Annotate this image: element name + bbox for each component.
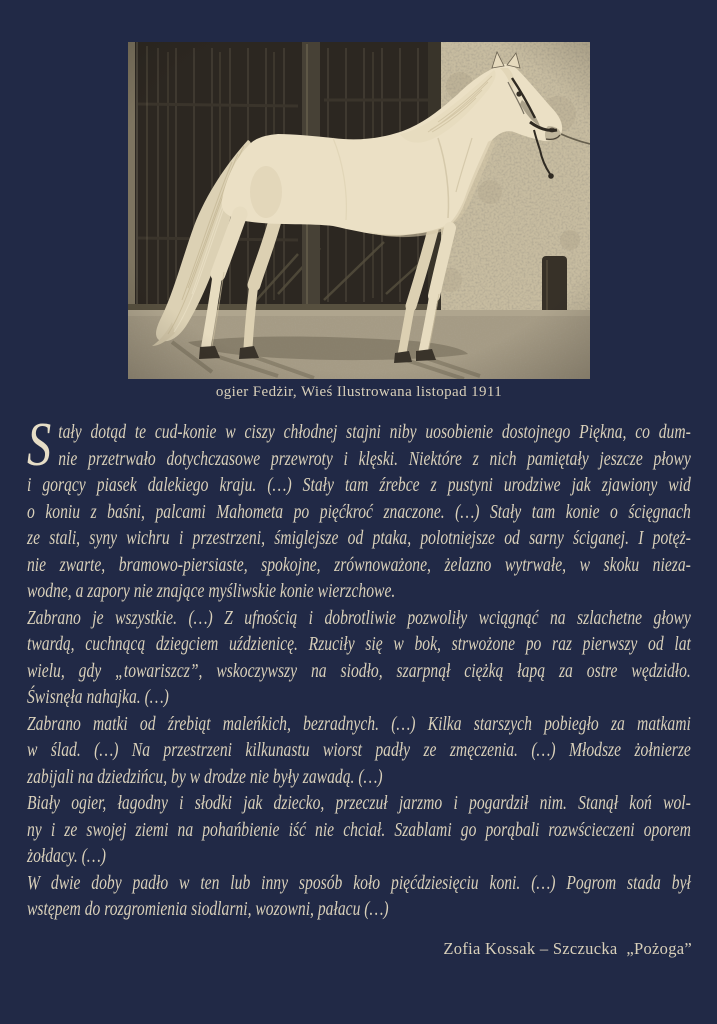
passage-line: Świsnęła nahajka. (…) bbox=[27, 686, 169, 708]
passage-line: o koniu z baśni, palcami Mahometa po pięćkroć znaczone. (…) Stały tam konie o ścięgnach bbox=[27, 500, 691, 523]
passage-line: i gorący piasek dalekiego kraju. (…) Stały tam źrebce z pustyni urodziwe jak zjawiony wid bbox=[27, 474, 691, 496]
passage-line: w ślad. (…) Na przestrzeni kilkunastu wiorst padły ze zmęczenia. (…) Młodsze żołnierze bbox=[27, 739, 691, 761]
passage-line: Zabrano je wszystkie. (…) Z ufnością i dobrotliwie pozwoliły wciągnąć na szlachetne głowy bbox=[27, 606, 691, 629]
passage-line: twardą, cuchnącą dziegciem uździenicę. Rzuciły się w bok, strwożone po raz pierwszy od lat bbox=[27, 633, 691, 655]
horse-photo-figure bbox=[128, 42, 590, 401]
passage-line: nie przetrwało dotychczasowe przewroty i klęski. Niektóre z nich pamiętały jeszcze płowy bbox=[58, 447, 691, 470]
passage-line: ze stali, syny wichru i przestrzeni, śmiglejsze od ptaka, polotniejsze od sarny ściganej. I potęż- bbox=[27, 527, 691, 549]
passage-line: zabijali na dziedzińcu, by w drodze nie były zawadą. (…) bbox=[27, 765, 383, 788]
photo-caption: ogier Fedżir, Wieś Ilustrowana listopad 1911 bbox=[215, 384, 503, 400]
photo-vignette bbox=[128, 42, 590, 379]
passage-line: Biały ogier, łagodny i słodki jak dziecko, przeczuł jarzmo i pogardził nim. Stanął koń wol- bbox=[27, 792, 691, 814]
passage-line: Zabrano matki od źrebiąt maleńkich, bezradnych. (…) Kilka starszych pobiegło za matkami bbox=[27, 712, 691, 735]
passage-line: wodne, a zapory nie znające myśliwskie konie wierzchowe. bbox=[27, 580, 396, 602]
passage-line: ny i ze swojej ziemi na pohańbienie iść nie chciał. Szablami go porąbali rozwścieczeni oporem bbox=[27, 818, 691, 841]
passage-line: wielu, gdy „towariszcz”, wskoczywszy na siodło, szarpnął ciężką łapą za ostre wędzidło. bbox=[27, 659, 691, 682]
drop-cap: S bbox=[27, 411, 52, 479]
horse-photo-illustration bbox=[128, 42, 590, 379]
passage-line: wstępem do rozgromienia siodlarni, wozowni, pałacu (…) bbox=[27, 898, 389, 920]
passage-line: W dwie doby padło w ten lub inny sposób koło pięćdziesięciu koni. (…) Pogrom stada był bbox=[27, 871, 691, 894]
passage-line: żołdacy. (…) bbox=[27, 845, 106, 867]
passage-line: nie zwarte, bramowo-piersiaste, spokojne, zrównoważone, żelazno wytrwałe, w skoku nieza- bbox=[27, 553, 691, 576]
horse-photo bbox=[128, 42, 590, 379]
attribution: Zofia Kossak – Szczucka „Pożoga” bbox=[443, 939, 692, 958]
passage bbox=[27, 411, 691, 923]
passage-line: tały dotąd te cud-konie w ciszy chłodnej stajni niby uosobienie dostojnego Piękna, co dum- bbox=[58, 421, 691, 443]
